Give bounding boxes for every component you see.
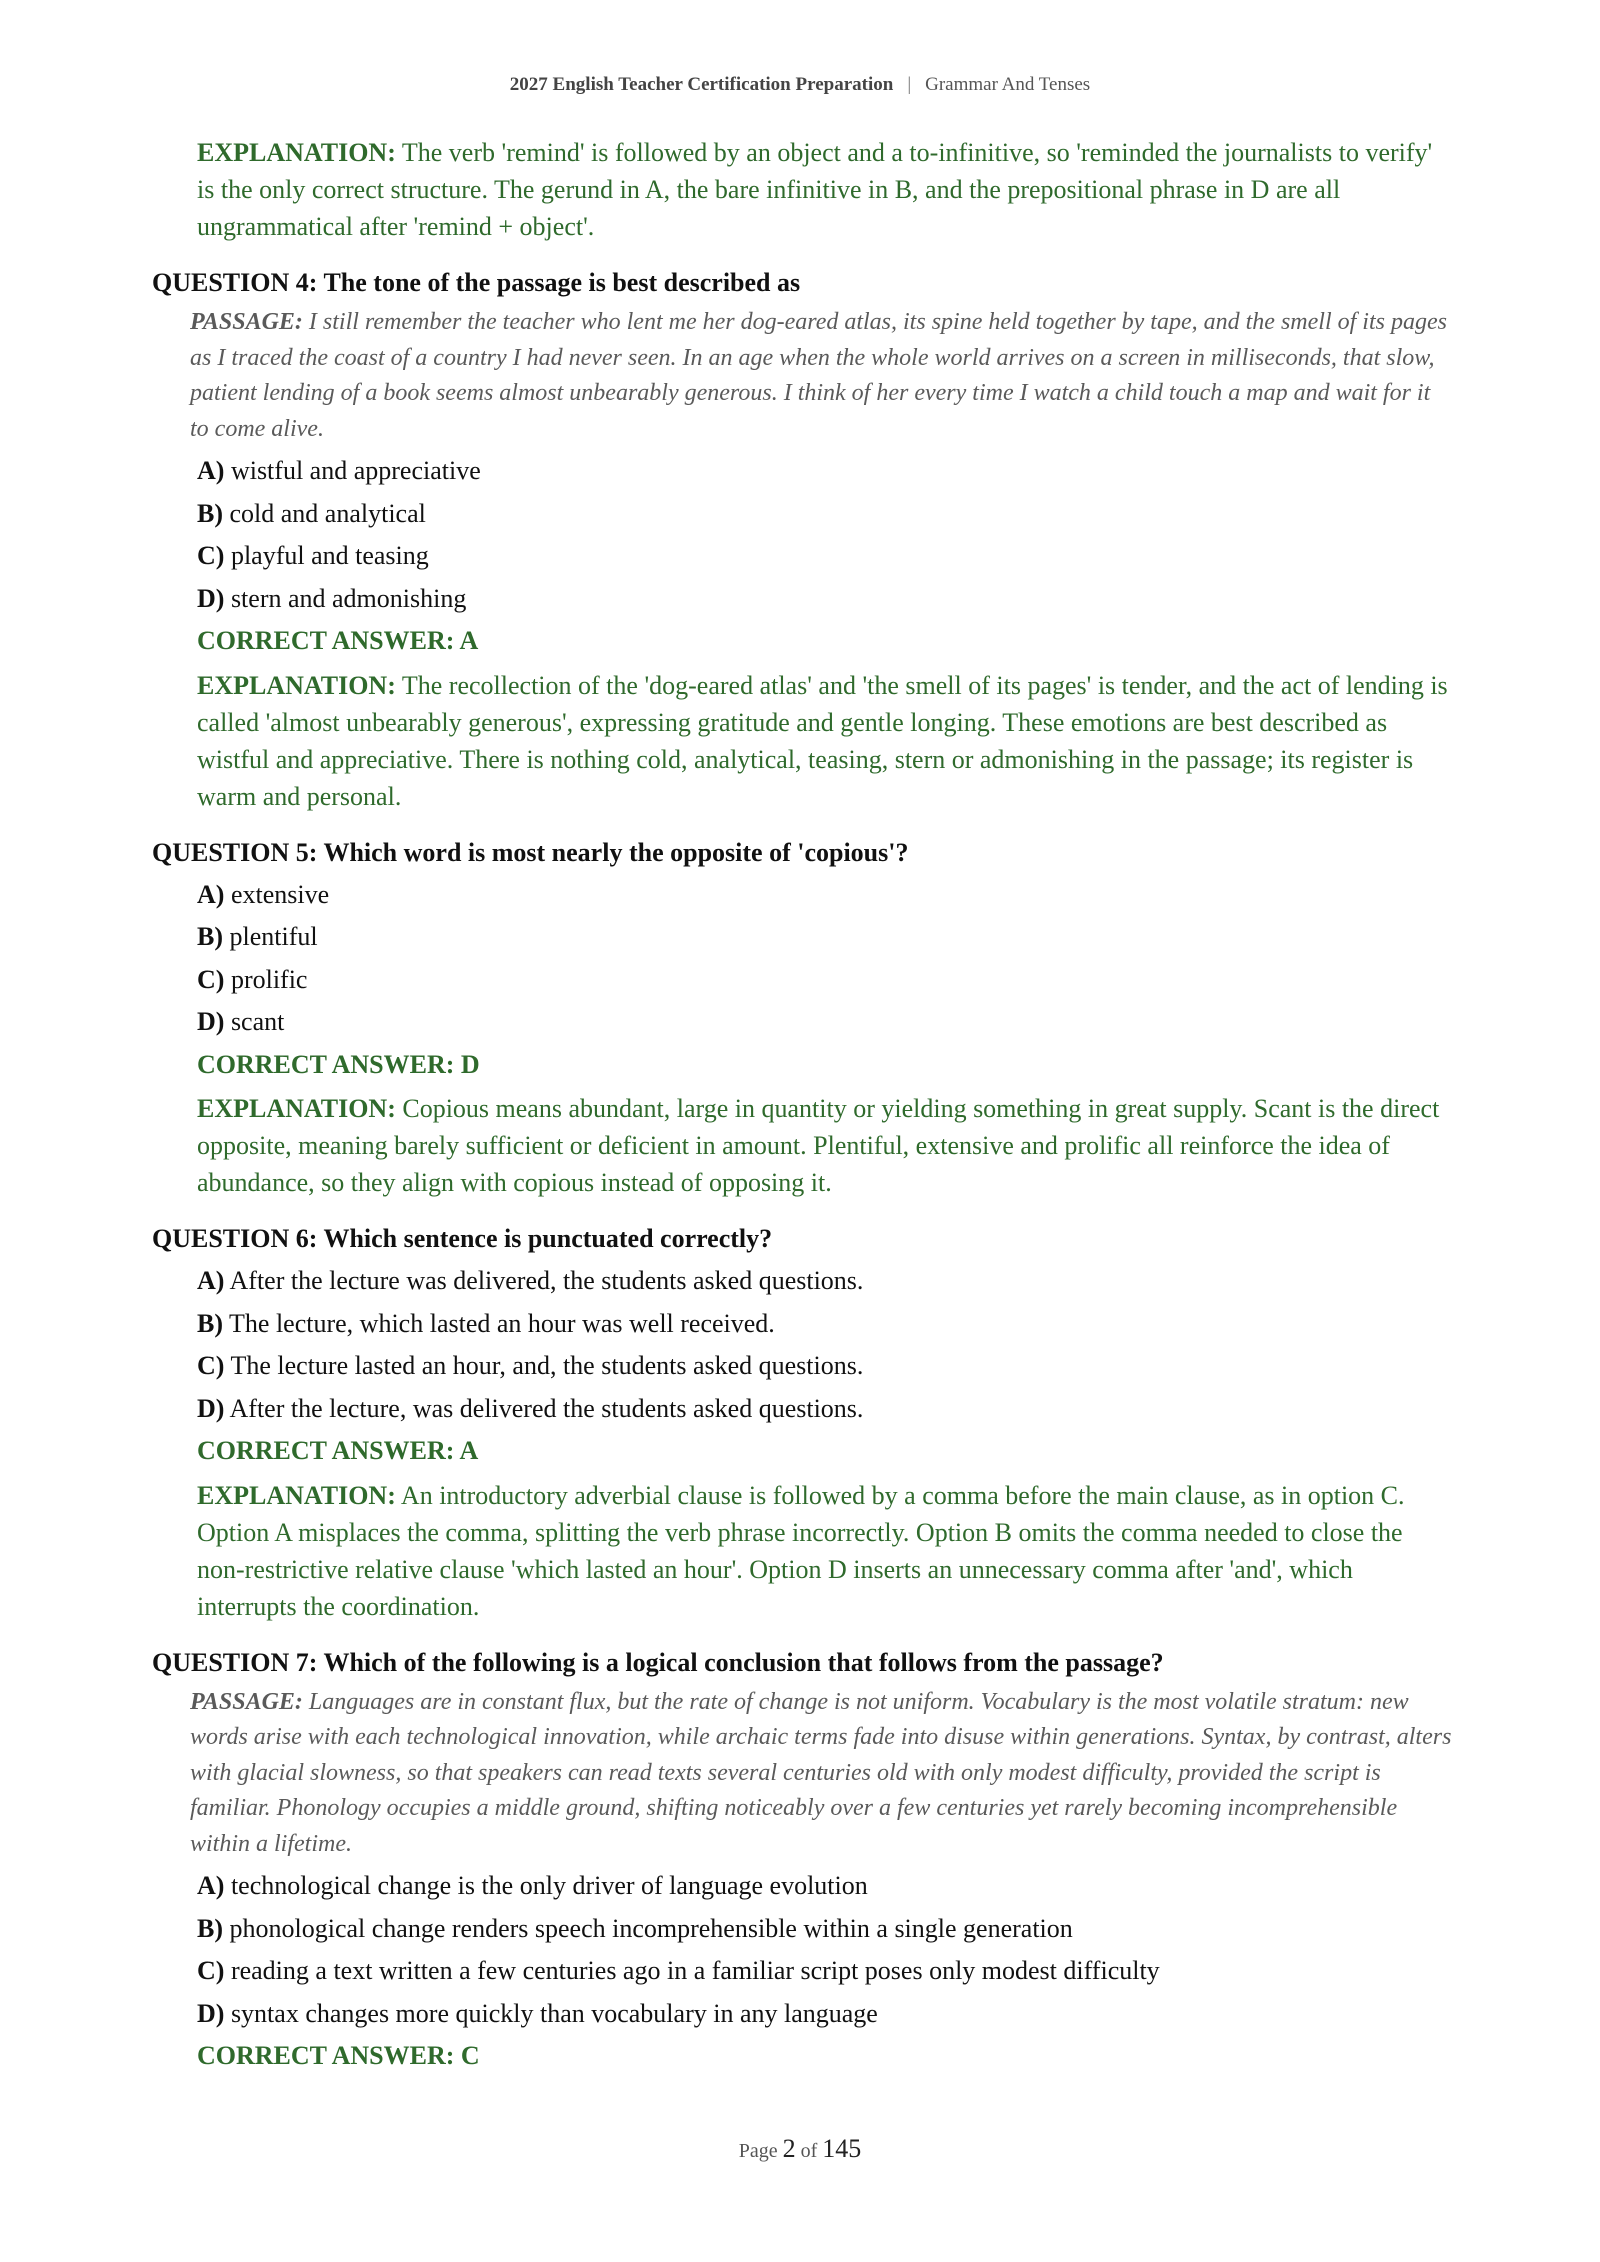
page-number: 2 bbox=[782, 2134, 796, 2163]
question-block-4 bbox=[152, 265, 1452, 815]
option-letter: B) bbox=[197, 922, 223, 951]
page-footer bbox=[0, 2134, 1600, 2164]
passage-text: I still remember the teacher who lent me her dog-eared atlas, its spine held together by tape, and the smell of its pages as I traced the coast of a country I had never seen. In an age when the whole world arrives on a screen in milliseconds, that slow, patient lending of a book seems almost unbearably generous. I think of her every time I watch a child touch a map and wait for it to come alive. bbox=[190, 309, 1447, 442]
option-text: After the lecture was delivered, the students asked questions. bbox=[224, 1266, 864, 1295]
question-heading: QUESTION 4: The tone of the passage is best described as bbox=[152, 268, 801, 297]
page-header bbox=[0, 74, 1600, 96]
option-text: syntax changes more quickly than vocabulary in any language bbox=[224, 1998, 878, 2028]
option-text: cold and analytical bbox=[223, 498, 426, 528]
passage-label: PASSAGE: bbox=[190, 1688, 303, 1715]
question-heading: QUESTION 6: Which sentence is punctuated correctly? bbox=[152, 1224, 773, 1253]
option-letter: B) bbox=[197, 1913, 223, 1943]
option-letter: A) bbox=[197, 1871, 225, 1900]
option-text: playful and teasing bbox=[224, 541, 429, 570]
option-letter: B) bbox=[197, 498, 223, 528]
passage bbox=[152, 1685, 1452, 1863]
correct-answer: CORRECT ANSWER: A bbox=[197, 626, 479, 655]
option-c bbox=[197, 1950, 1452, 1993]
correct-answer: CORRECT ANSWER: D bbox=[197, 1049, 480, 1079]
option-text: wistful and appreciative bbox=[224, 456, 481, 485]
explanation bbox=[197, 1090, 1452, 1201]
options-list bbox=[152, 874, 1452, 1202]
option-b bbox=[197, 916, 1452, 959]
option-letter: D) bbox=[197, 1007, 225, 1036]
option-text: stern and admonishing bbox=[224, 583, 467, 613]
option-letter: C) bbox=[197, 1351, 225, 1380]
option-text: extensive bbox=[224, 879, 330, 909]
question-block-5 bbox=[152, 835, 1452, 1202]
passage-text: Languages are in constant flux, but the rate of change is not uniform. Vocabulary is the most volatile stratum: new words arise with each technological innovation, while archaic terms fade into disuse within generations. Syntax, by contrast, alters with glacial slowness, so that speakers can read texts several centuries old with only modest difficulty, provided the script is familiar. Phonology occupies a middle ground, shifting noticeably over a few centuries yet rarely becoming incomprehensible within a lifetime. bbox=[190, 1688, 1452, 1857]
document-title: 2027 English Teacher Certification Preparation bbox=[509, 74, 894, 95]
option-c bbox=[197, 535, 1452, 578]
explanation-text: Copious means abundant, large in quantity or yielding something in great supply. Scant is the direct opposite, meaning barely sufficient or deficient in amount. Plentiful, extensive and prolific all reinforce the idea of abundance, so they align with copious instead of opposing it. bbox=[197, 1094, 1440, 1197]
option-a bbox=[197, 1865, 1452, 1908]
option-text: The lecture, which lasted an hour was well received. bbox=[223, 1308, 775, 1338]
question-heading: QUESTION 5: Which word is most nearly the opposite of 'copious'? bbox=[152, 837, 909, 867]
option-text: plentiful bbox=[223, 922, 318, 951]
option-text: phonological change renders speech incomprehensible within a single generation bbox=[223, 1913, 1073, 1943]
option-d bbox=[197, 578, 1452, 621]
explanation-text: The verb 'remind' is followed by an object and a to-infinitive, so 'reminded the journalists to verify' is the only correct structure. The gerund in A, the bare infinitive in B, and the prepositional phrase in D are all ungrammatical after 'remind + object'. bbox=[197, 138, 1433, 241]
option-d bbox=[197, 1001, 1452, 1044]
passage-label: PASSAGE: bbox=[190, 309, 303, 335]
page-word: Page bbox=[738, 2140, 778, 2162]
option-b bbox=[197, 1303, 1452, 1346]
options-list bbox=[152, 450, 1452, 815]
question-block-6 bbox=[152, 1221, 1452, 1625]
options-list bbox=[152, 1260, 1452, 1625]
section-title: Grammar And Tenses bbox=[925, 74, 1091, 95]
option-b bbox=[197, 1908, 1452, 1951]
option-a bbox=[197, 874, 1452, 917]
option-c bbox=[197, 1345, 1452, 1388]
total-pages: 145 bbox=[822, 2134, 862, 2163]
passage bbox=[152, 305, 1452, 447]
option-b bbox=[197, 493, 1452, 536]
explanation-text: An introductory adverbial clause is followed by a comma before the main clause, as in option C. Option A misplaces the comma, splitting the verb phrase incorrectly. Option B omits the comma needed to close the non-restrictive relative clause 'which lasted an hour'. Option D inserts an unnecessary comma after 'and', which interrupts the coordination. bbox=[197, 1480, 1405, 1621]
option-d bbox=[197, 1993, 1452, 2036]
explanation-label: EXPLANATION: bbox=[197, 1480, 396, 1510]
option-a bbox=[197, 450, 1452, 493]
option-text: reading a text written a few centuries ago in a familiar script poses only modest difficulty bbox=[224, 1956, 1160, 1985]
page-content bbox=[152, 134, 1452, 2078]
option-letter: A) bbox=[197, 879, 225, 909]
option-text: After the lecture, was delivered the students asked questions. bbox=[224, 1393, 864, 1423]
option-letter: C) bbox=[197, 964, 225, 994]
question-heading: QUESTION 7: Which of the following is a logical conclusion that follows from the passage? bbox=[152, 1647, 1164, 1677]
correct-answer: CORRECT ANSWER: A bbox=[197, 1436, 479, 1465]
correct-answer: CORRECT ANSWER: C bbox=[197, 2041, 480, 2070]
option-text: The lecture lasted an hour, and, the students asked questions. bbox=[224, 1351, 864, 1380]
option-letter: A) bbox=[197, 1266, 225, 1295]
explanation bbox=[197, 667, 1452, 815]
question-block-7 bbox=[152, 1645, 1452, 2078]
option-d bbox=[197, 1388, 1452, 1431]
option-letter: C) bbox=[197, 541, 225, 570]
option-c bbox=[197, 959, 1452, 1002]
explanation-label: EXPLANATION: bbox=[197, 1094, 396, 1123]
option-letter: B) bbox=[197, 1308, 223, 1338]
option-text: technological change is the only driver of language evolution bbox=[224, 1871, 868, 1900]
option-a bbox=[197, 1260, 1452, 1303]
explanation bbox=[197, 1477, 1452, 1625]
option-letter: C) bbox=[197, 1956, 225, 1985]
explanation-label: EXPLANATION: bbox=[197, 670, 396, 700]
header-separator: | bbox=[907, 74, 912, 95]
option-letter: D) bbox=[197, 1393, 225, 1423]
explanation-text: The recollection of the 'dog-eared atlas' and 'the smell of its pages' is tender, and the act of lending is called 'almost unbearably generous', expressing gratitude and gentle longing. These emotions are best described as wistful and appreciative. There is nothing cold, analytical, teasing, stern or admonishing in the passage; its register is warm and personal. bbox=[197, 670, 1448, 811]
option-text: prolific bbox=[224, 964, 308, 994]
option-text: scant bbox=[224, 1007, 285, 1036]
carryover-explanation bbox=[152, 134, 1452, 245]
of-word: of bbox=[800, 2140, 818, 2162]
options-list bbox=[152, 1865, 1452, 2078]
option-letter: D) bbox=[197, 1998, 225, 2028]
option-letter: D) bbox=[197, 583, 225, 613]
explanation-label: EXPLANATION: bbox=[197, 138, 396, 167]
option-letter: A) bbox=[197, 456, 225, 485]
